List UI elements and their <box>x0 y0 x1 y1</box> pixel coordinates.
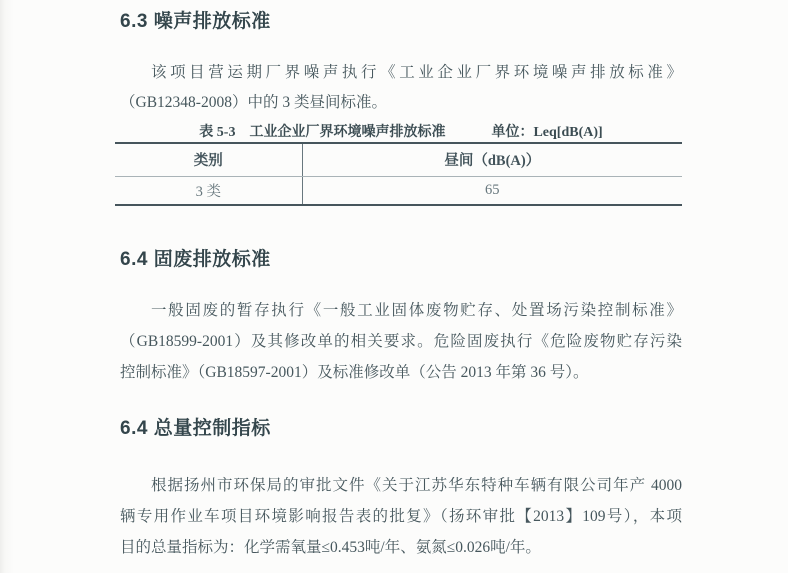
paragraph-line: （GB12348-2008）中的 3 类昼间标准。 <box>120 94 387 111</box>
paragraph-line: 控制标准》（GB18597-2001）及标准修改单（公告 2013 年第 36 号）。 <box>120 364 589 381</box>
table-cell-category-value: 3 类 <box>115 176 302 205</box>
table-header-cell-daytime: 昼间（dB(A)） <box>302 143 682 176</box>
section-heading-noise-standard: 6.3 噪声排放标准 <box>120 11 271 32</box>
paragraph-line: 一般固废的暂存执行《一般工业固体废物贮存、处置场污染控制标准》 <box>151 302 682 319</box>
section-heading-solid-waste-standard: 6.4 固废排放标准 <box>120 249 271 270</box>
paragraph-line: 目的总量指标为：化学需氧量≤0.453吨/年、氨氮≤0.026吨/年。 <box>120 539 541 556</box>
paragraph-line: 辆专用作业车项目环境影响报告表的批复》（扬环审批【2013】109号），本项 <box>120 508 682 525</box>
table-header-row <box>115 143 682 176</box>
paragraph-line: 该项目营运期厂界噪声执行《工业企业厂界环境噪声排放标准》 <box>151 64 682 81</box>
paragraph-line: （GB18599-2001）及其修改单的相关要求。危险固废执行《危险废物贮存污染 <box>120 333 682 350</box>
table-row <box>115 176 682 205</box>
paragraph-line: 根据扬州市环保局的审批文件《关于江苏华东特种车辆有限公司年产 4000 <box>151 477 682 494</box>
paragraph-solid-waste <box>120 295 682 388</box>
paragraph-noise <box>120 58 682 118</box>
table-cell-daytime-value: 65 <box>485 181 500 198</box>
noise-table <box>115 142 682 206</box>
section-heading-total-control: 6.4 总量控制指标 <box>120 418 271 439</box>
table-unit-label: 单位：Leq[dB(A)] <box>491 125 603 140</box>
table-caption: 表 5-3 工业企业厂界环境噪声排放标准 <box>199 125 446 140</box>
table-header-cell-category: 类别 <box>115 143 302 176</box>
table-caption-row <box>120 124 682 142</box>
paragraph-total-control <box>120 470 682 563</box>
